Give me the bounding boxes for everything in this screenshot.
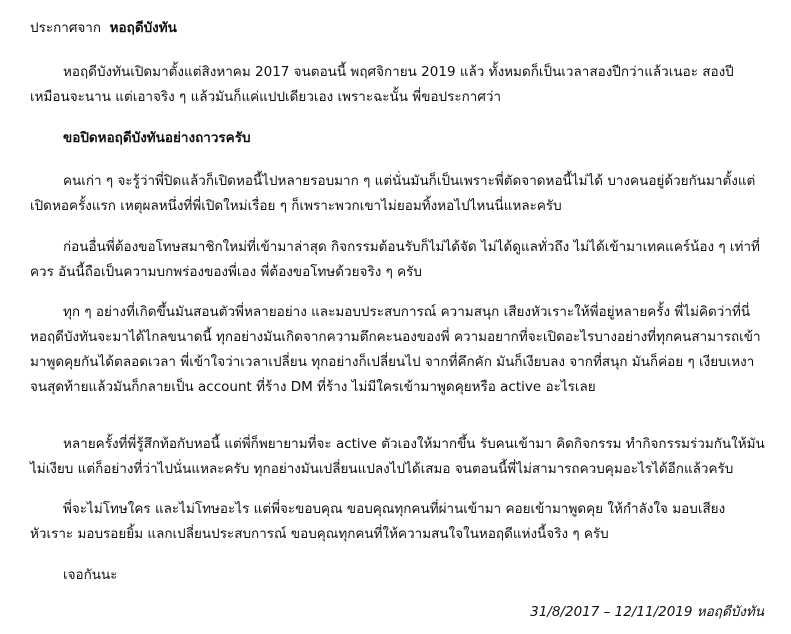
- header-name: หอฤดีบังทัน: [109, 20, 177, 36]
- signature-date-line: 31/8/2017 – 12/11/2019 หอฤดีบังทัน: [530, 604, 764, 620]
- paragraph-intro: หอฤดีบังทันเปิดมาตั้งแต่สิงหาคม 2017 จนตอนนี้ พฤศจิกายน 2019 แล้ว ทั้งหมดก็เป็นเวลาสองปีกว่าแล้วเนอะ สองปี เหมือนจะนาน แต่เอาจริง ๆ แล้วมันก็แค่แปปเดียวเอง เพราะฉะนั้น พี่ขอประกาศว่า: [30, 64, 734, 105]
- closing-line: เจอกันนะ: [63, 567, 118, 583]
- closure-heading: ขอปิดหอฤดีบังทันอย่างถาวรครับ: [63, 130, 251, 146]
- announcement-header: [30, 16, 177, 38]
- paragraph-reflection: ทุก ๆ อย่างที่เกิดขึ้นมันสอนตัวพี่หลายอย่าง และมอบประสบการณ์ ความสนุก เสียงหัวเราะให้พี่อยู่หลายครั้ง พี่ไม่คิดว่าที่นี่ หอฤดีบังทันจะมาได้ไกลขนาดนี้ ทุกอย่างมันเกิดจากความตึกคะนองของพี่ ความอยากที่จะเปิดอะไรบางอย่างที่ทุกคนสามารถเข้า มาพูดคุยกันได้ตลอดเวลา พี่เข้าใจว่าเวลาเปลี่ยน ทุกอย่างก็เปลี่ยนไป จากที่คึกคัก มันก็เงียบลง จากที่สนุก มันก็ค่อย ๆ เงียบเหงา จนสุดท้ายแล้วมันก็กลายเป็น account ที่ร้าง DM ที่ร้าง ไม่มีใครเข้ามาพูดคุยหรือ active อะไรเลย: [30, 304, 761, 395]
- paragraph-history: คนเก่า ๆ จะรู้ว่าพี่ปิดแล้วก็เปิดหอนี้ไปหลายรอบมาก ๆ แต่นั่นมันก็เป็นเพราะพี่ตัดจาดหอนี้ไม่ได้ บางคนอยู่ด้วยกันมาตั้งแต่ เปิดหอครั้งแรก เหตุผลหนึ่งที่พี่เปิดใหม่เรื่อย ๆ ก็เพราะพวกเขาไม่ยอมทิ้งหอไปไหนนี่แหละครับ: [30, 173, 756, 214]
- paragraph-thanks: พี่จะไม่โทษใคร และไม่โทษอะไร แต่พี่จะขอบคุณ ขอบคุณทุกคนที่ผ่านเข้ามา คอยเข้ามาพูดคุย ให้กำลังใจ มอบเสียงหัวเราะ มอบรอยยิ้ม แลกเปลี่ยนประสบการณ์ ขอบคุณทุกคนที่ให้ความสนใจในหอฤดีแห่งนี้จริง ๆ ครับ: [30, 501, 726, 542]
- header-prefix: ประกาศจาก: [30, 20, 102, 36]
- paragraph-struggle: หลายครั้งที่พี่รู้สึกท้อกับหอนี้ แต่พี่ก็พยายามที่จะ active ตัวเองให้มากขึ้น รับคนเข้ามา คิดกิจกรรม ทำกิจกรรมร่วมกันให้มัน ไม่เงียบ แต่ก็อย่างที่ว่าไปนั่นแหละครับ ทุกอย่างมันเปลี่ยนแปลงไปได้เสมอ จนตอนนี้พี่ไม่สามารถควบคุมอะไรได้อีกแล้วครับ: [30, 436, 765, 477]
- paragraph-apology: ก่อนอื่นพี่ต้องขอโทษสมาชิกใหม่ที่เข้ามาล่าสุด กิจกรรมต้อนรับก็ไม่ได้จัด ไม่ได้ดูแลทั่วถึง ไม่ได้เข้ามาเทคแคร์น้อง ๆ เท่าที่ควร อันนี้ถือเป็นความบกพร่องของพี่เอง พี่ต้องขอโทษด้วยจริง ๆ ครับ: [30, 239, 760, 280]
